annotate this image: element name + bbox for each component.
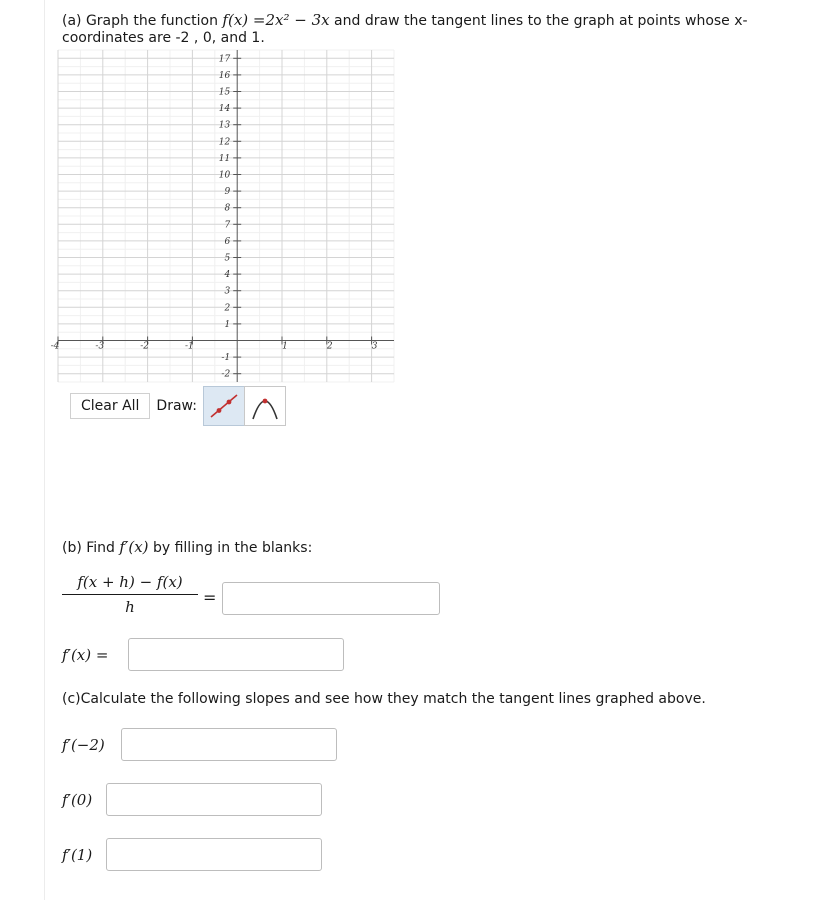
x-tick-label: 2 xyxy=(326,341,333,352)
line-tool-button[interactable] xyxy=(203,386,245,426)
part-a-func: f(x) xyxy=(222,11,249,29)
difference-quotient-input[interactable] xyxy=(222,582,440,615)
y-tick-label: -2 xyxy=(221,369,231,380)
slope-input-1[interactable] xyxy=(106,838,322,871)
graph-canvas[interactable] xyxy=(50,50,394,382)
draw-label: Draw: xyxy=(156,398,197,414)
parabola-tool-icon xyxy=(248,391,282,421)
fraction-denominator: h xyxy=(125,598,135,616)
y-tick-label: 12 xyxy=(218,137,231,148)
x-tick-label: 1 xyxy=(282,341,288,352)
y-tick-label: 10 xyxy=(218,170,231,181)
y-tick-label: 9 xyxy=(224,187,231,198)
equals-sign: = xyxy=(203,588,217,607)
part-b-suffix: by filling in the blanks: xyxy=(148,540,313,556)
slope-label-1: f′(1) xyxy=(62,846,93,864)
slope-input-0[interactable] xyxy=(106,783,322,816)
x-tick-label: -4 xyxy=(50,341,60,352)
clear-all-button[interactable]: Clear All xyxy=(70,393,150,419)
slope-label-neg2: f′(−2) xyxy=(62,736,105,754)
y-tick-label: 13 xyxy=(218,120,231,131)
y-tick-label: 1 xyxy=(224,319,231,330)
derivative-label: f′(x) = xyxy=(62,646,109,664)
line-tool-icon xyxy=(207,391,241,421)
x-tick-label: 3 xyxy=(371,341,378,352)
slope-label-0: f′(0) xyxy=(62,791,93,809)
y-tick-label: 17 xyxy=(218,54,231,65)
y-tick-labels xyxy=(219,54,231,379)
y-tick-label: 3 xyxy=(224,286,231,297)
y-tick-label: 15 xyxy=(218,87,231,98)
part-a-suffix: and draw the tangent lines to the graph at points whose x-coordinates are -2 , 0, and 1. xyxy=(62,13,748,46)
part-b-question xyxy=(62,538,312,556)
part-a-prefix: (a) Graph the function xyxy=(62,13,223,29)
difference-quotient xyxy=(62,573,198,616)
y-tick-label: 16 xyxy=(218,70,231,81)
slope-input-neg2[interactable] xyxy=(121,728,337,761)
x-tick-labels xyxy=(51,342,378,352)
y-tick-label: 7 xyxy=(224,220,231,231)
part-b-func: f′(x) xyxy=(119,538,149,556)
y-tick-label: 2 xyxy=(224,303,231,314)
part-a-eq: =2x² − 3x xyxy=(248,11,330,29)
y-tick-label: 6 xyxy=(224,236,231,247)
part-b-prefix: (b) Find xyxy=(62,540,120,556)
x-tick-label: -3 xyxy=(95,341,105,352)
graph-grid xyxy=(58,50,394,382)
x-tick-label: -1 xyxy=(185,341,194,352)
fraction-numerator: f(x + h) − f(x) xyxy=(62,573,198,595)
draw-toolbar xyxy=(70,386,286,426)
left-margin-rule xyxy=(44,0,45,900)
y-tick-label: 5 xyxy=(224,253,231,264)
y-tick-label: 14 xyxy=(218,104,231,115)
y-tick-label: -1 xyxy=(221,353,231,364)
y-tick-label: 11 xyxy=(218,153,231,164)
part-a-question xyxy=(62,12,792,47)
part-c-question: (c)Calculate the following slopes and see how they match the tangent lines graphed above. xyxy=(62,691,706,707)
derivative-input[interactable] xyxy=(128,638,344,671)
x-tick-label: -2 xyxy=(140,341,149,352)
y-tick-label: 4 xyxy=(224,270,231,281)
y-tick-label: 8 xyxy=(224,203,231,214)
parabola-tool-button[interactable] xyxy=(244,386,286,426)
